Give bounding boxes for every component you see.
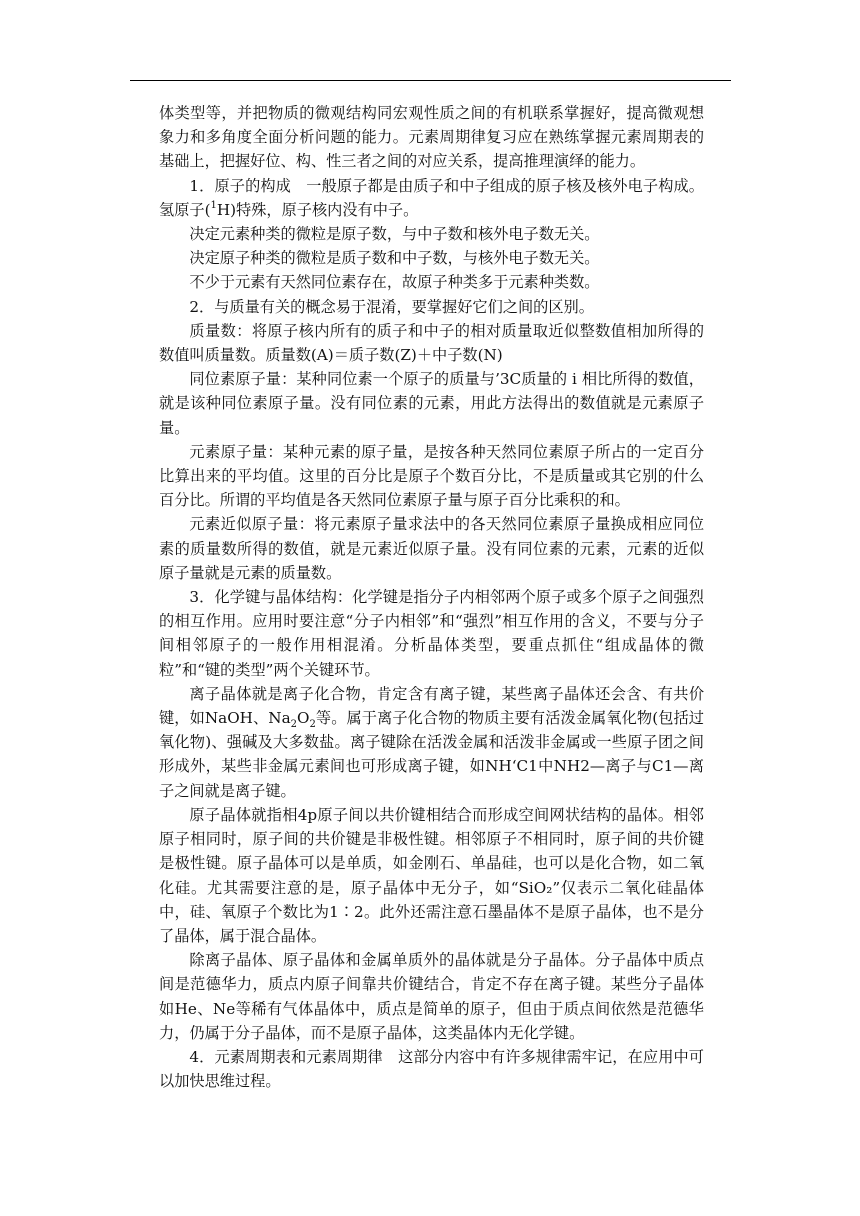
paragraph: 不少于元素有天然同位素存在，故原子种类多于元素种类数。 [189,273,600,292]
paragraph-approx-mass: 元素近似原子量：将元素原子量求法中的各天然同位素原子量换成相应同位素的质量数所得的数值，就是元素近似原子量。没有同位素的元素，元素的近似原子量就是元素的质量数。 [159,515,704,582]
paragraph-chemical-bond: 3．化学键与晶体结构：化学键是指分子内相邻两个原子或多个原子之间强烈的相互作用。应用时要注意“分子内相邻”和“强烈”相互作用的含义，不要与分子间相邻原子的一般作用相混淆。分析晶体类型，要重点抓住“组成晶体的微粒”和“键的类型”两个关键环节。 [159,588,704,679]
subscript: 2 [290,719,297,731]
paragraph-isotope-mass: 同位素原子量：某种同位素一个原子的质量与’3C质量的 i 相比所得的数值，就是该种同位素原子量。没有同位素的元素，用此方法得出的数值就是元素原子量。 [159,370,704,437]
paragraph-ionic-crystal [159,682,704,803]
paragraph-molecular-crystal: 除离子晶体、原子晶体和金属单质外的晶体就是分子晶体。分子晶体中质点间是范德华力，质点内原子间靠共价键结合，肯定不存在离子键。某些分子晶体如He、Ne等稀有气体晶体中，质点是简单的原子，但由于质点间依然是范德华力，仍属于分子晶体，而不是原子晶体，这类晶体内无化学键。 [159,951,704,1042]
paragraph: 体类型等，并把物质的微观结构同宏观性质之间的有机联系掌握好，提高微观想象力和多角度全面分析问题的能力。元素周期律复习应在熟练掌握元素周期表的基础上，把握好位、构、性三者之间的对应关系，提高推理演绎的能力。 [159,104,704,171]
text-run: 1．原子的构成 一般原子都是由质子和中子组成的原子核及核外电子构成。氢原子( [159,176,704,219]
header-rule [130,80,731,81]
text-run: O [297,709,310,728]
text-run: 离子晶体就是离子化合物，肯定含有离子键，某些离子晶体还会含、有共价键，如NaOH、Na [159,684,704,728]
body-text [159,101,704,1093]
text-run: H)特殊，原子核内没有中子。 [216,200,419,219]
paragraph: 决定原子种类的微粒是质子数和中子数，与核外电子数无关。 [189,249,600,268]
paragraph: 决定元素种类的微粒是原子数，与中子数和核外电子数无关。 [189,225,600,244]
paragraph-atom-structure [159,174,704,222]
superscript: 1 [210,199,217,211]
paragraph-element-mass: 元素原子量：某种元素的原子量，是按各种天然同位素原子所占的一定百分比算出来的平均值。这里的百分比是原子个数百分比，不是质量或其它别的什么百分比。所谓的平均值是各天然同位素原子量与原子百分比乘积的和。 [159,442,704,510]
subscript: 2 [309,719,316,731]
paragraph-mass-number: 质量数：将原子核内所有的质子和中子的相对质量取近似整数值相加所得的数值叫质量数。质量数(A)＝质子数(Z)＋中子数(N) [159,321,704,365]
text-run: 等。属于离子化合物的物质主要有活泼金属氧化物(包括过氧化物)、强碱及大多数盐。离子键除在活泼金属和活泼非金属或一些原子团之间形成外，某些非金属元素间也可形成离子键，如NH‘C1中NH2—离子与C1—离子之间就是离子键。 [159,709,704,800]
paragraph-atomic-crystal: 原子晶体就指相4p原子间以共价键相结合而形成空间网状结构的晶体。相邻原子相同时，原子间的共价键是非极性键。相邻原子不相同时，原子间的共价键是极性键。原子晶体可以是单质，如金刚石、单晶硅，也可以是化合物，如二氧化硅。尤其需要注意的是，原子晶体中无分子，如“SiO₂”仅表示二氧化硅晶体中，硅、氧原子个数比为1∶2。此外还需注意石墨晶体不是原子晶体，也不是分了晶体，属于混合晶体。 [159,805,704,945]
paragraph: 2．与质量有关的概念易于混淆，要掌握好它们之间的区别。 [189,297,594,316]
paragraph-periodic-table: 4．元素周期表和元素周期律 这部分内容中有许多规律需牢记，在应用中可以加快思维过程。 [159,1047,704,1091]
